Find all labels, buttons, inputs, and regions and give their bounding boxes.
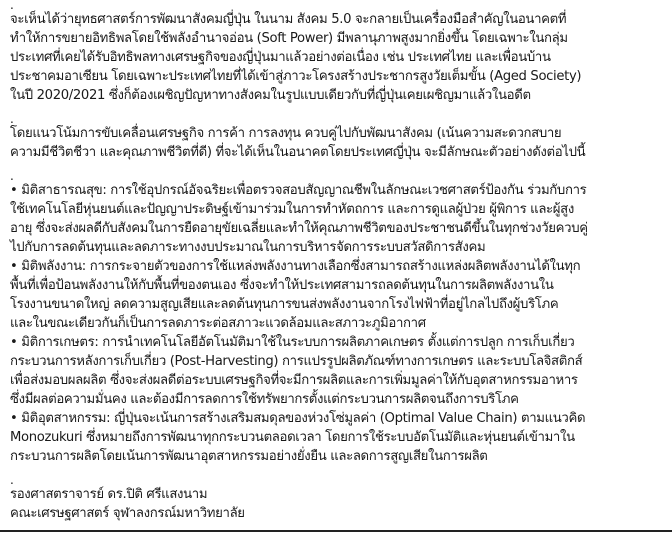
paragraph-line: ทำให้การขยายอิทธิพลโดยใช้พลังอำนาจอ่อน (Soft Power) มีพลานุภาพสูงมากยิ่งขึ้น โดยเฉพาะในกลุ่ม: [10, 31, 568, 46]
author-block: [10, 485, 670, 523]
separator-dot: .: [10, 0, 14, 12]
bullet-line: พื้นที่เพื่อป้อนพลังงานให้กับพื้นที่ของตนเอง ซึ่งจะทำให้ประเทศสามารถลดต้นทุนในการผลิตพลังงานใน: [10, 278, 554, 293]
bullet-line: ไปกับการลดต้นทุนและลดภาระทางงบประมาณในการบริหารจัดการระบบสวัสดิการสังคม: [10, 240, 486, 255]
bullet-line: และในขณะเดียวกันก็เป็นการลดภาระต่อสภาวะแวดล้อมและสภาวะภูมิอากาศ: [10, 316, 426, 331]
bullet-line: กระบวนการผลิตโดยเน้นการพัฒนาอุตสาหกรรมอย่างยั่งยืน และลดการสูญเสียในการผลิต: [10, 449, 488, 464]
bullet-line: • มิติการเกษตร: การนำเทคโนโลยีอัตโนมัติมาใช้ในระบบการผลิตภาคเกษตร ตั้งแต่การปลูก การเก็บเกี่ยว: [10, 335, 575, 350]
bullet-line: เพื่อส่งมอบผลผลิต ซึ่งจะส่งผลดีต่อระบบเศรษฐกิจที่จะมีการผลิตและการเพิ่มมูลค่าให้กับอุตสาหกรรมอาหาร: [10, 373, 578, 388]
bullet-line: Monozukuri ซึ่งหมายถึงการพัฒนาทุกกระบวนตลอดเวลา โดยการใช้ระบบอัตโนมัติและหุ่นยนต์เข้ามาใน: [10, 430, 575, 445]
article-body: [10, 0, 670, 523]
paragraph-line: ประเทศที่เคยได้รับอิทธิพลทางเศรษฐกิจของญี่ปุ่นมาแล้วอย่างต่อเนื่อง เช่น ประเทศไทย และเพื่อนบ้าน: [10, 50, 551, 65]
paragraph-line: ในปี 2020/2021 ซึ่งก็ต้องเผชิญปัญหาทางสังคมในรูปแบบเดียวกับที่ญี่ปุ่นเคยเผชิญมาแล้วในอดีต: [10, 88, 531, 103]
bullet-public-health: [10, 181, 670, 257]
bullet-line: ใช้เทคโนโลยีหุ่นยนต์และปัญญาประดิษฐ์เข้ามาร่วมในการทำหัตถการ และการดูแลผู้ป่วย ผู้พิการ และผู้สูง: [10, 202, 574, 217]
paragraph-line: ความมีชีวิตชีวา และคุณภาพชีวิตที่ดี) ที่จะได้เห็นในอนาคตโดยประเทศญี่ปุ่น จะมีลักษณะตัวอย่างดังต่อไปนี้: [10, 145, 586, 160]
intro-paragraph: [10, 10, 670, 105]
separator-dot: .: [10, 169, 14, 183]
bottom-divider: [0, 530, 672, 532]
bullet-line: • มิติสาธารณสุข: การใช้อุปกรณ์อัจฉริยะเพื่อตรวจสอบสัญญาณชีพในลักษณะเวชศาสตร์ป้องกัน ร่วมกับการ: [10, 183, 587, 198]
bullet-industry: [10, 409, 670, 466]
author-name: รองศาสตราจารย์ ดร.ปิติ ศรีแสงนาม: [10, 487, 208, 502]
paragraph-line: ประชาคมอาเซียน โดยเฉพาะประเทศไทยที่ได้เข้าสู่ภาวะโครงสร้างประชากรสูงวัยเต็มขั้น (Aged Society): [10, 69, 582, 84]
bullet-line: อายุ ซึ่งจะส่งผลดีกับสังคมในการยืดอายุขัยเฉลี่ยและทำให้คุณภาพชีวิตของประชาชนดีขึ้นในทุกช่วงวัยควบคู่: [10, 221, 588, 236]
paragraph-line: จะเห็นได้ว่ายุทธศาสตร์การพัฒนาสังคมญี่ปุ่น ในนาม สังคม 5.0 จะกลายเป็นเครื่องมือสำคัญในอนาคตที่: [10, 12, 567, 27]
separator-dot: .: [10, 112, 14, 126]
trend-paragraph: [10, 124, 670, 162]
bullet-energy: [10, 257, 670, 333]
bullet-line: • มิติพลังงาน: การกระจายตัวของการใช้แหล่งพลังงานทางเลือกซึ่งสามารถสร้างแหล่งผลิตพลังงานได้ในทุก: [10, 259, 581, 274]
bullet-agriculture: [10, 333, 670, 409]
paragraph-line: โดยแนวโน้มการขับเคลื่อนเศรษฐกิจ การค้า การลงทุน ควบคู่ไปกับพัฒนาสังคม (เน้นความสะดวกสบาย: [10, 126, 562, 141]
bullet-line: โรงงานขนาดใหญ่ ลดความสูญเสียและลดต้นทุนการขนส่งพลังงานจากโรงไฟฟ้าที่อยู่ไกลไปถึงผู้บริโภค: [10, 297, 559, 312]
author-affiliation: คณะเศรษฐศาสตร์ จุฬาลงกรณ์มหาวิทยาลัย: [10, 506, 245, 521]
bullet-line: • มิติอุตสาหกรรม: ญี่ปุ่นจะเน้นการสร้างเสริมสมดุลของห่วงโซ่มูลค่า (Optimal Value Chain) ตามแนวคิด: [10, 411, 586, 426]
bullet-line: กระบวนการหลังการเก็บเกี่ยว (Post-Harvesting) การแปรรูปผลิตภัณฑ์ทางการเกษตร และระบบโลจิสติกส์: [10, 354, 583, 369]
bullet-line: ซึ่งมีผลต่อความมั่นคง และต้องมีการลดการใช้ทรัพยากรตั้งแต่กระบวนการผลิตจนถึงการบริโภค: [10, 392, 519, 407]
separator-dot: .: [10, 473, 14, 487]
